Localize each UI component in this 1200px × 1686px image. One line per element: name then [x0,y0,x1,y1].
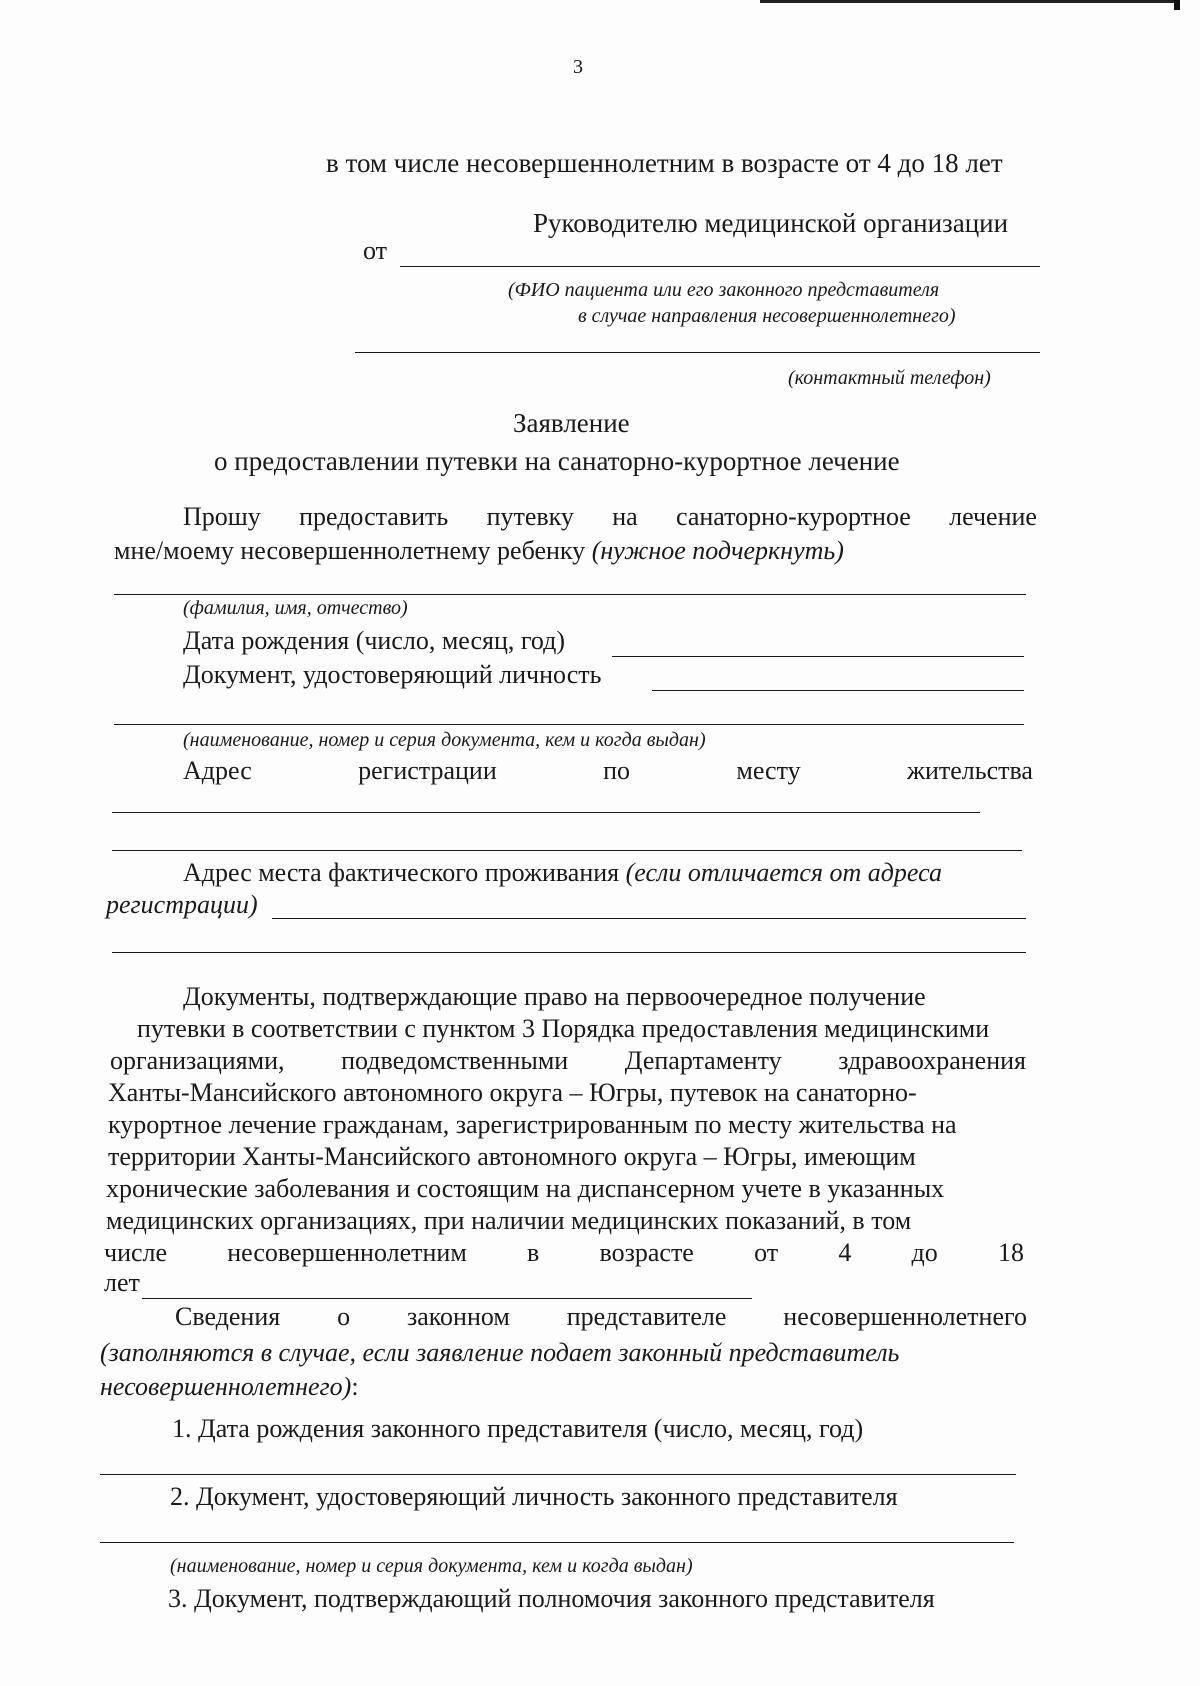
fio-hint-2: в случае направления несовершеннолетнего) [578,305,956,327]
request-word: Прошу [183,502,261,531]
representative-word: несовершеннолетнего [783,1302,1027,1331]
identity-doc-label: Документ, удостоверяющий личность [183,660,602,689]
document-title: Заявление [513,408,630,438]
representative-doc-hint: (наименование, номер и серия документа, кем и когда выдан) [170,1555,693,1577]
actual-address-text: Адрес места фактического проживания [183,858,626,887]
priority-line-7: хронические заболевания и состоящим на диспансерном учете в указанных [106,1174,945,1203]
identity-doc-field-line[interactable] [652,690,1024,691]
from-label: от [363,236,388,265]
request-word: санаторно-курортное [675,502,911,531]
request-line-2-text: мне/моему несовершеннолетнему ребенку [114,536,592,565]
identity-doc-hint: (наименование, номер и серия документа, кем и когда выдан) [183,729,706,751]
registration-word: регистрации [358,756,497,785]
priority-word: возрасте [599,1238,694,1267]
request-word: предоставить [299,502,449,531]
priority-word: здравоохранения [838,1046,1026,1075]
priority-word: числе [104,1238,168,1267]
priority-word: 4 [838,1238,852,1267]
priority-line-2: путевки в соответствии с пунктом 3 Порядка предоставления медицинскими [137,1014,990,1043]
phone-field-line[interactable] [355,352,1040,353]
representative-item-3: 3. Документ, подтверждающий полномочия законного представителя [168,1584,935,1613]
registration-address-field-line[interactable] [112,812,980,813]
actual-address-note: (если отличается от адреса [625,858,942,887]
priority-line-3 [110,1046,1026,1076]
child-fio-hint: (фамилия, имя, отчество) [183,597,408,619]
representative-word: о [337,1302,351,1331]
representative-birth-field-line[interactable] [100,1474,1016,1475]
priority-word: от [754,1238,779,1267]
representative-note-2 [100,1372,359,1402]
registration-word: жительства [906,756,1033,785]
priority-word: в [527,1238,540,1267]
representative-doc-field-line[interactable] [100,1542,1014,1543]
header-line-1: в том числе несовершеннолетним в возрасте от 4 до 18 лет [326,148,1003,178]
representative-word: представителе [566,1302,727,1331]
registration-word: по [603,756,631,785]
request-word: лечение [949,502,1037,531]
priority-word: несовершеннолетним [227,1238,467,1267]
priority-line-6: территории Ханты-Мансийского автономного округа – Югры, имеющим [108,1142,916,1171]
birth-date-label: Дата рождения (число, месяц, год) [183,626,566,655]
fio-hint-1: (ФИО пациента или его законного представителя [508,279,940,301]
priority-line-4: Ханты-Мансийского автономного округа – Югры, путевок на санаторно- [108,1078,917,1107]
priority-docs-field-line[interactable] [142,1298,752,1299]
registration-word: месту [736,756,801,785]
actual-address-label [183,858,942,888]
representative-note-2-text: несовершеннолетнего) [100,1372,352,1401]
phone-hint: (контактный телефон) [788,367,991,389]
actual-address-field-line[interactable] [272,918,1026,919]
representative-line-1 [175,1302,1027,1332]
request-word: на [612,502,638,531]
registration-address-label [183,756,1033,786]
addressee: Руководителю медицинской организации [533,208,1009,238]
request-line-2-note: (нужное подчеркнуть) [591,536,844,565]
priority-line-9 [104,1238,1024,1268]
representative-note-1: (заполняются в случае, если заявление подает законный представитель [100,1338,900,1367]
priority-word: подведомственными [341,1046,569,1075]
priority-line-5: курортное лечение гражданам, зарегистрированным по месту жительства на [108,1110,957,1139]
request-line-1 [183,502,1037,532]
corner-mark [1174,0,1180,10]
actual-address-field-line-2[interactable] [112,952,1026,953]
page-number: 3 [573,56,583,78]
birth-date-field-line[interactable] [612,656,1024,657]
representative-note-2-colon: : [351,1372,359,1401]
request-word: путевку [486,502,574,531]
representative-word: законном [406,1302,510,1331]
priority-line-8: медицинских организациях, при наличии медицинских показаний, в том [106,1206,912,1235]
priority-line-10: лет [104,1268,140,1297]
actual-address-note-2: регистрации) [106,890,258,919]
request-line-2 [114,536,844,566]
registration-address-field-line-2[interactable] [112,850,1022,851]
document-subtitle: о предоставлении путевки на санаторно-курортное лечение [214,446,900,476]
priority-word: до [911,1238,938,1267]
child-fio-field-line[interactable] [114,594,1026,595]
fio-field-line[interactable] [400,266,1040,267]
representative-item-2: 2. Документ, удостоверяющий личность законного представителя [170,1482,898,1511]
priority-word: организациями, [110,1046,285,1075]
priority-word: Департаменту [624,1046,782,1075]
priority-line-1: Документы, подтверждающие право на первоочередное получение [183,982,926,1011]
top-edge-rule [760,0,1180,3]
representative-item-1: 1. Дата рождения законного представителя (число, месяц, год) [172,1414,864,1443]
representative-word: Сведения [175,1302,281,1331]
priority-word: 18 [998,1238,1024,1267]
registration-word: Адрес [183,756,252,785]
identity-doc-field-line-2[interactable] [114,724,1024,725]
